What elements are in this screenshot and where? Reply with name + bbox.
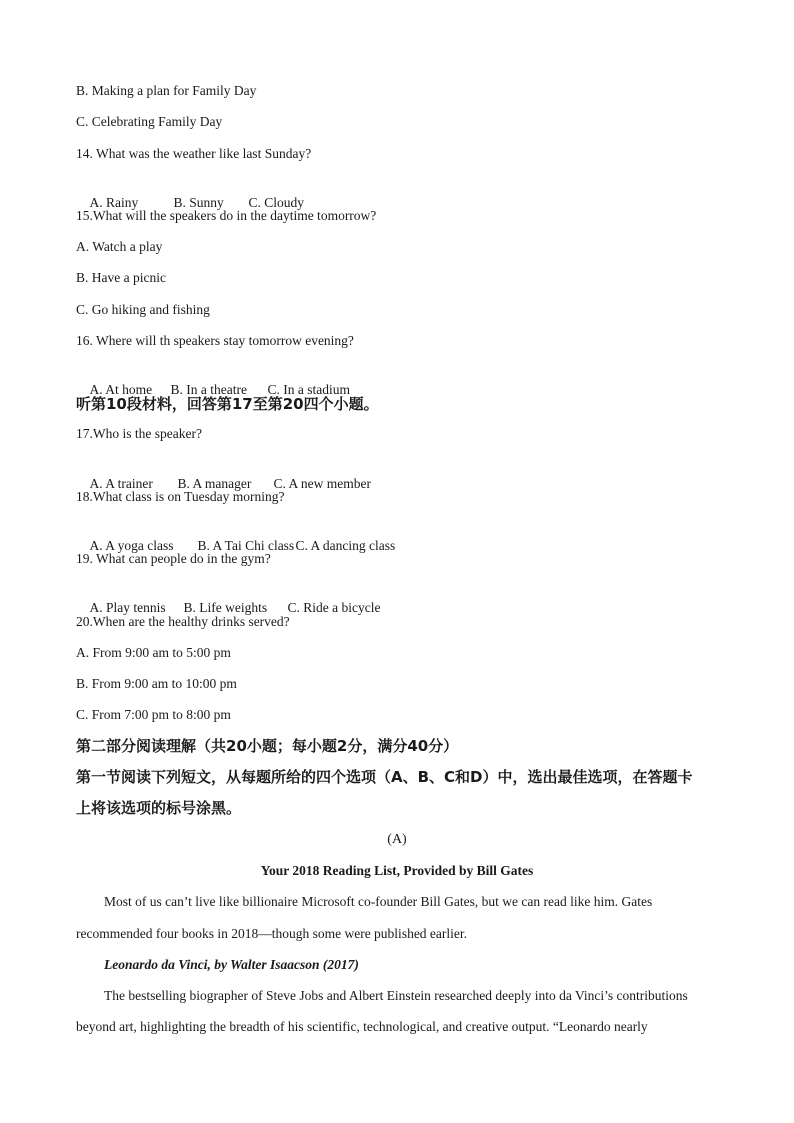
q16-option-a: A. At home [89,382,153,397]
passage-title: Your 2018 Reading List, Provided by Bill Gates [260,863,534,878]
q17-option-a: A. A trainer [89,476,153,491]
intro-line2: recommended four books in 2018—though some were published earlier. [76,926,468,941]
q19-option-b: B. Life weights [183,600,268,615]
q16-option-c: C. In a stadium [267,382,350,397]
q14-option-a: A. Rainy [89,195,139,210]
q15-option-b: B. Have a picnic [76,270,166,285]
q13-option-c: C. Celebrating Family Day [76,114,223,129]
q13-option-b: B. Making a plan for Family Day [76,83,257,98]
reading-instruction-line2: 上将该选项的标号涂黑。 [76,799,242,817]
q15-option-c: C. Go hiking and fishing [76,302,210,317]
q15-option-a: A. Watch a play [76,239,163,254]
book1-line1: The bestselling biographer of Steve Jobs and Albert Einstein researched deeply into da Vinci’s contributions [104,988,688,1003]
reading-part-heading: 第二部分阅读理解（共20小题；每小题2分，满分40分） [76,737,459,755]
q20-option-b: B. From 9:00 am to 10:00 pm [76,676,237,691]
q14-question: 14. What was the weather like last Sunday? [76,146,312,161]
q14-option-b: B. Sunny [173,195,224,210]
book1-line2: beyond art, highlighting the breadth of his scientific, technological, and creative output. “Leonardo nearly [76,1019,648,1034]
q14-option-c: C. Cloudy [248,195,305,210]
passage-label: (A) [387,832,407,847]
q18-option-c: C. A dancing class [295,538,396,553]
q19-option-c: C. Ride a bicycle [287,600,381,615]
q19-question: 19. What can people do in the gym? [76,551,271,566]
q18-option-b: B. A Tai Chi class [197,538,295,553]
q16-option-b: B. In a theatre [170,382,247,397]
q17-option-b: B. A manager [177,476,252,491]
q20-option-a: A. From 9:00 am to 5:00 pm [76,645,231,660]
q18-question: 18.What class is on Tuesday morning? [76,489,285,504]
reading-instruction-line1: 第一节阅读下列短文，从每题所给的四个选项（A、B、C和D）中，选出最佳选项，在答题卡 [76,768,693,786]
q18-option-a: A. A yoga class [89,538,174,553]
q16-question: 16. Where will th speakers stay tomorrow evening? [76,333,354,348]
q17-option-c: C. A new member [273,476,371,491]
q20-question: 20.When are the healthy drinks served? [76,614,290,629]
q20-option-c: C. From 7:00 pm to 8:00 pm [76,707,231,722]
q19-option-a: A. Play tennis [89,600,166,615]
q17-question: 17.Who is the speaker? [76,426,202,441]
intro-line1: Most of us can’t live like billionaire Microsoft co-founder Bill Gates, but we can read like him. Gates [104,894,653,909]
section10-heading: 听第10段材料，回答第17至第20四个小题。 [76,395,379,413]
q15-question: 15.What will the speakers do in the daytime tomorrow? [76,208,377,223]
book1-heading: Leonardo da Vinci, by Walter Isaacson (2017) [104,957,359,972]
